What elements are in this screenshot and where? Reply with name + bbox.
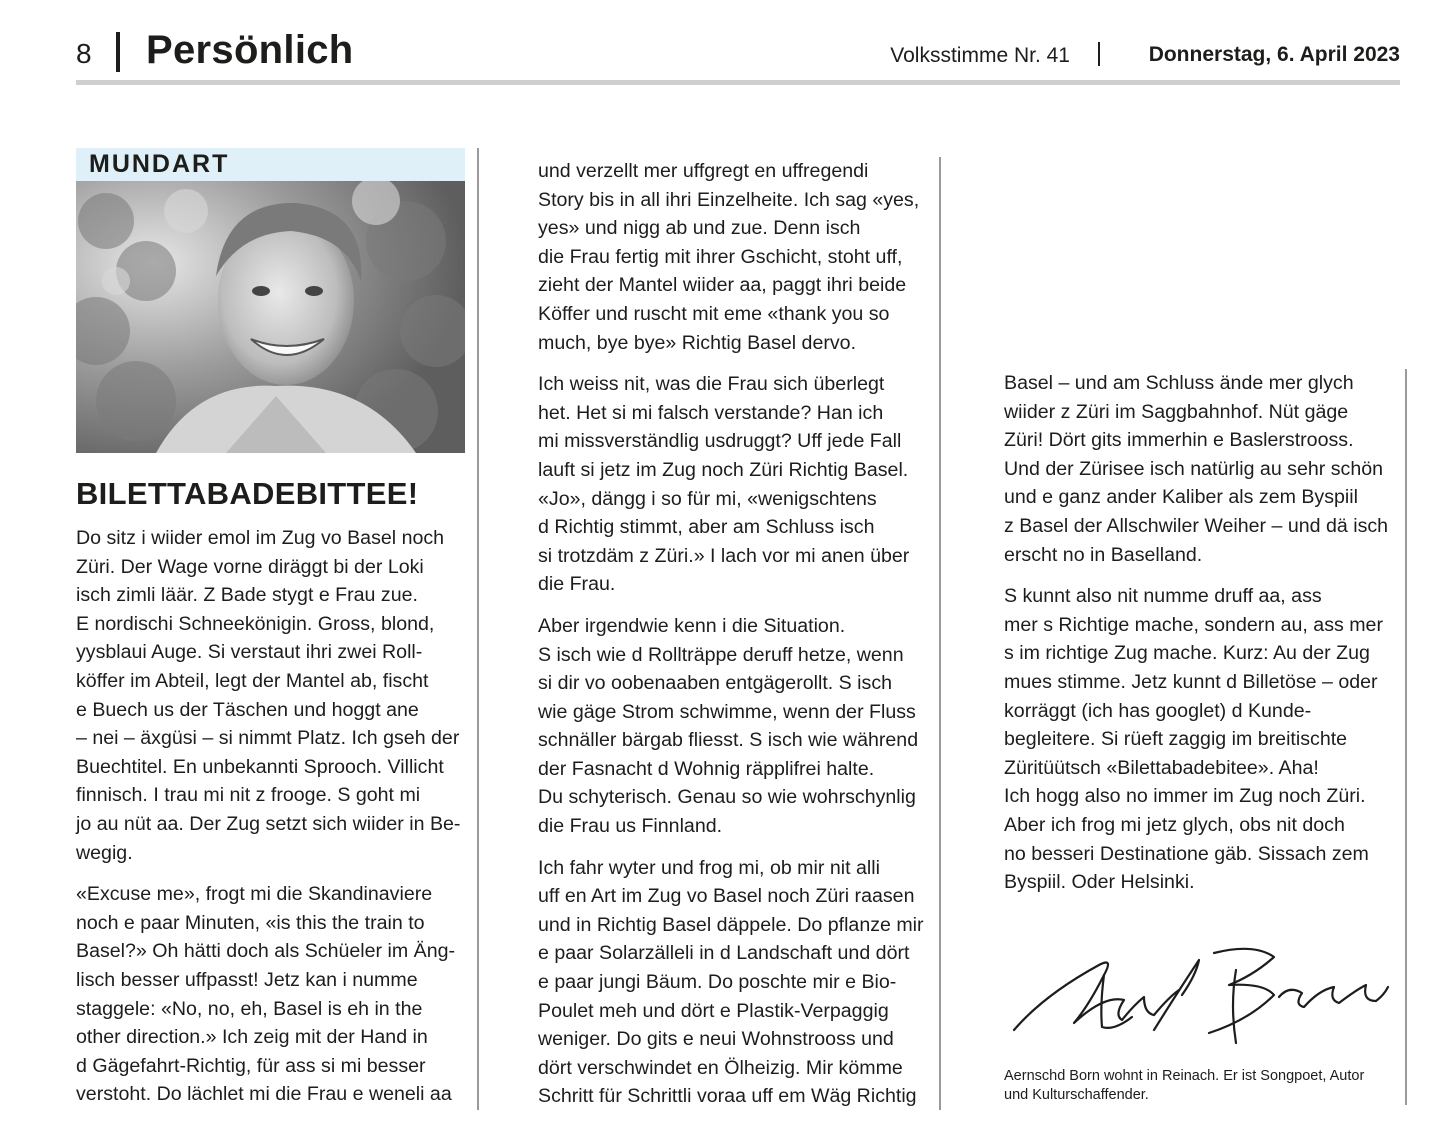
column-divider <box>477 148 479 1110</box>
page-number: 8 <box>76 38 92 69</box>
author-portrait-photo <box>76 181 465 453</box>
column-divider <box>1405 369 1407 1105</box>
issue-date: Donnerstag, 6. April 2023 <box>1148 43 1400 66</box>
portrait-illustration <box>76 181 465 453</box>
kicker-label: MUNDART <box>89 150 230 178</box>
author-bio-caption: Aernschd Born wohnt in Reinach. Er ist Songpoet, Autor und Kulturschaffender. <box>1004 1068 1365 1103</box>
author-signature-image <box>1004 935 1390 1055</box>
article-column-2 <box>538 157 936 1111</box>
header-divider-small <box>1098 42 1100 66</box>
page-header <box>76 24 1400 86</box>
paragraph: Do sitz i wiider emol im Zug vo Basel noch Züri. Der Wage vorne diräggt bi der Loki isch zimli läär. Z Bade stygt e Frau zue. E nordischi Schneekönigin. Gross, blond, yysblaui Auge. Si verstaut ihri zwei Roll- köffer im Abteil, legt der Mantel ab, fischt e Buech us der Täschen und hoggt ane – nei – äxgüsi – si nimmt Platz. Ich gseh der Buechtitel. En unbekannti Sprooch. Villicht finnisch. I trau mi nit z frooge. S goht mi jo au nüt aa. Der Zug setzt sich wiider in Be- wegig. <box>76 527 461 864</box>
article-column-1 <box>76 524 476 1109</box>
header-rule <box>76 80 1400 85</box>
issue-number: Volksstimme Nr. 41 <box>890 44 1070 67</box>
section-title: Persönlich <box>146 28 354 72</box>
column-divider <box>939 157 941 1110</box>
paragraph: und verzellt mer uffgregt en uffregendi Story bis in all ihri Einzelheite. Ich sag «yes, yes» und nigg ab und zue. Denn isch die Frau fertig mit ihrer Gschicht, stoht uff, zieht der Mantel wiider aa, paggt ihri beide Köffer und ruscht mit eme «thank you so much, bye bye» Richtig Basel dervo. <box>538 160 920 354</box>
paragraph: Ich fahr wyter und frog mi, ob mir nit alli uff en Art im Zug vo Basel noch Züri raasen und in Richtig Basel däppele. Do pflanze mir e paar Solarzälleli in d Landschaft und dört e paar jungi Bäum. Do poschte mir e Bio- Poulet meh und dört e Plastik-Verpaggig weniger. Do gits e neui Wohnstrooss und dört verschwindet en Ölheizig. Mir kömme Schritt für Schrittli voraa uff em Wäg Richtig <box>538 856 924 1108</box>
paragraph: Basel – und am Schluss ände mer glych wiider z Züri im Saggbahnhof. Nüt gäge Züri! Dört gits immerhin e Baslerstrooss. Und der Zürisee isch natürlig au sehr schön und e ganz ander Kaliber als zem Byspiil z Basel der Allschwiler Weiher – und dä isch erscht no in Baselland. <box>1004 372 1389 566</box>
article-column-3 <box>1004 369 1400 897</box>
paragraph: «Excuse me», frogt mi die Skandinaviere noch e paar Minuten, «is this the train to Basel?» Oh hätti doch als Schüeler im Äng- lisch besser uffpasst! Jetz kan i numme staggele: «No, no, eh, Basel is eh in the other direction.» Ich zeig mit der Hand in d Gägefahrt-Richtig, für ass si mi besser verstoht. Do lächlet mi die Frau e weneli aa <box>76 883 456 1106</box>
article-headline: BILETTABADEBITTEE! <box>76 476 419 511</box>
paragraph: Ich weiss nit, was die Frau sich überlegt het. Het si mi falsch verstande? Han ich mi missverständlig usdruggt? Uff jede Fall lauft si jetz im Zug noch Züri Richtig Basel. «Jo», dängg i so für mi, «wenigschtens d Richtig stimmt, aber am Schluss isch si trotzdäm z Züri.» I lach vor mi anen über die Frau. <box>538 373 910 596</box>
paragraph: Aber irgendwie kenn i die Situation. S isch wie d Rollträppe deruff hetze, wenn si dir vo oobenaaben entgägerollt. S isch wie gäge Strom schwimme, wenn der Fluss schnäller bärgab fliesst. S isch wie während der Fasnacht d Wohnig räpplifrei halte. Du schyterisch. Genau so wie wohrschynlig die Frau us Finnland. <box>538 614 919 838</box>
kicker-bar <box>76 148 465 181</box>
paragraph: S kunnt also nit numme druff aa, ass mer s Richtige mache, sondern au, ass mer s im richtige Zug mache. Kurz: Au der Zug mues stimme. Jetz kunnt d Billetöse – oder korräggt (ich has googlet) d Kunde- begleitere. Si rüeft zaggig im breitischte Züritüütsch «Bilettabadebitee». Aha! Ich hogg also no immer im Zug noch Züri. Aber ich frog mi jetz glych, obs nit doch no besseri Destinatione gäb. Sissach zem Byspiil. Oder Helsinki. <box>1004 585 1383 894</box>
header-divider <box>116 32 120 72</box>
signature-graphic <box>1004 935 1390 1055</box>
